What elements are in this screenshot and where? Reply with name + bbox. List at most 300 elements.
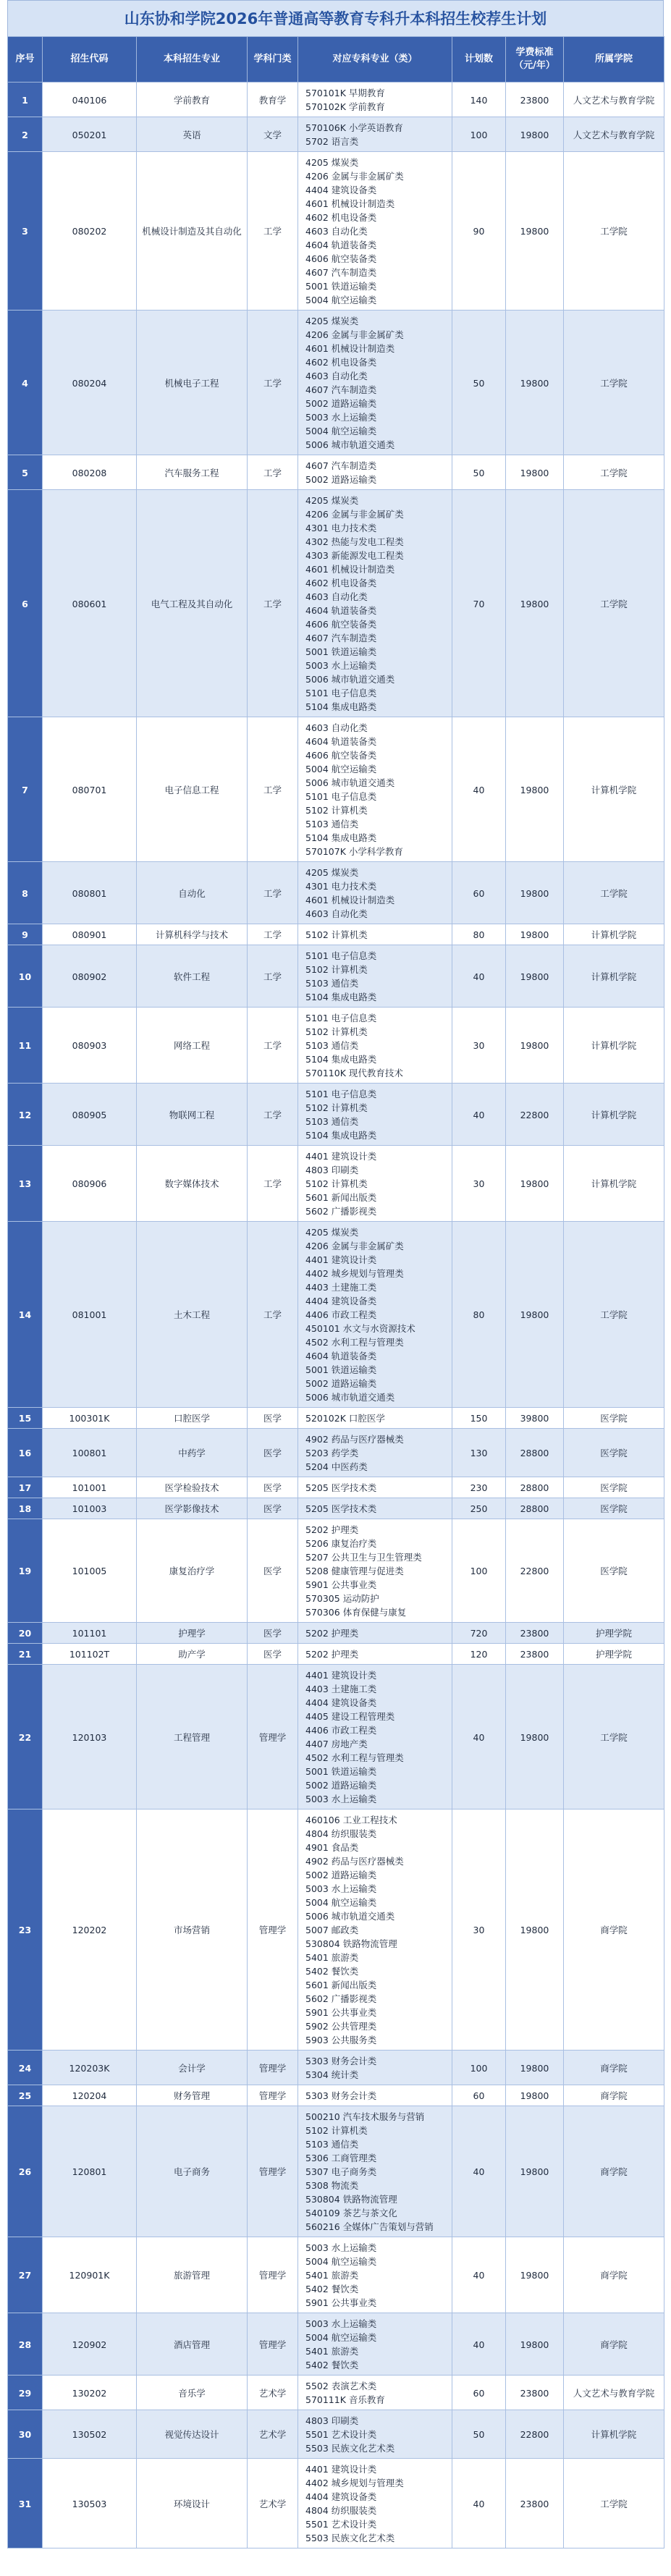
specialty-item: 4401 建筑设计类 [305, 1670, 377, 1681]
row-number-cell: 14 [8, 1222, 43, 1408]
specialty-cell [298, 862, 452, 924]
specialty-item: 5402 餐饮类 [305, 2360, 359, 2370]
specialty-item: 5203 药学类 [305, 1448, 359, 1458]
plan-count-cell: 50 [452, 2410, 506, 2459]
specialty-item: 5304 统计类 [305, 2069, 359, 2080]
table-row [8, 1498, 664, 1519]
plan-count-cell: 40 [452, 2459, 506, 2548]
category-cell: 工学 [248, 311, 298, 455]
specialty-item: 5002 道路运输类 [305, 1378, 377, 1389]
specialty-item: 4606 航空装备类 [305, 750, 377, 761]
header-fee-unit: （元/年） [514, 60, 555, 71]
specialty-item: 5002 道路运输类 [305, 1780, 377, 1791]
college-cell: 计算机学院 [564, 1146, 664, 1222]
specialty-item: 500210 汽车技术服务与营销 [305, 2111, 425, 2122]
enrollment-code-cell: 080903 [43, 1008, 137, 1084]
enrollment-code-cell: 080202 [43, 152, 137, 311]
specialty-item: 4303 新能源发电工程类 [305, 550, 404, 561]
header-major: 本科招生专业 [137, 37, 248, 83]
enrollment-code-cell: 101102T [43, 1644, 137, 1665]
specialty-item: 4804 纺织服装类 [305, 1828, 377, 1839]
specialty-item: 540109 茶艺与茶文化 [305, 2208, 397, 2218]
table-row [8, 717, 664, 862]
enrollment-code-cell: 080601 [43, 490, 137, 717]
row-number-cell: 24 [8, 2051, 43, 2085]
specialty-item: 450101 水文与水资源技术 [305, 1323, 415, 1334]
specialty-item: 4206 金属与非金属矿类 [305, 171, 404, 182]
row-number-cell: 22 [8, 1665, 43, 1809]
major-cell: 酒店管理 [137, 2313, 248, 2376]
enrollment-code-cell: 080901 [43, 924, 137, 945]
specialty-item: 5902 公共管理类 [305, 2021, 377, 2032]
table-row [8, 2106, 664, 2237]
category-cell: 工学 [248, 924, 298, 945]
specialty-item: 4901 食品类 [305, 1842, 359, 1853]
specialty-cell [298, 1477, 452, 1498]
specialty-item: 4603 自动化类 [305, 722, 368, 733]
major-cell: 电气工程及其自动化 [137, 490, 248, 717]
specialty-cell [298, 924, 452, 945]
specialty-item: 5102 计算机类 [305, 1178, 368, 1189]
specialty-cell [298, 1644, 452, 1665]
specialty-item: 4403 土建施工类 [305, 1684, 377, 1694]
college-cell: 工学院 [564, 311, 664, 455]
specialty-item: 5002 道路运输类 [305, 474, 377, 485]
plan-count-cell: 90 [452, 152, 506, 311]
category-cell: 工学 [248, 455, 298, 490]
specialty-item: 570102K 学前教育 [305, 101, 385, 112]
specialty-item: 4402 城乡规划与管理类 [305, 2478, 404, 2488]
enrollment-code-cell: 101005 [43, 1519, 137, 1623]
table-row [8, 1429, 664, 1477]
specialty-item: 5204 中医药类 [305, 1461, 368, 1472]
specialty-item: 4601 机械设计制造类 [305, 564, 395, 575]
plan-count-cell: 40 [452, 2237, 506, 2313]
table-row [8, 1084, 664, 1146]
table-row [8, 1008, 664, 1084]
row-number-cell: 4 [8, 311, 43, 455]
plan-count-cell: 120 [452, 1644, 506, 1665]
tuition-cell: 28800 [506, 1498, 564, 1519]
specialty-item: 5102 计算机类 [305, 929, 368, 940]
specialty-item: 4502 水利工程与管理类 [305, 1337, 404, 1348]
tuition-cell: 22800 [506, 1084, 564, 1146]
admission-plan-sheet [7, 0, 664, 2548]
row-number-cell: 10 [8, 945, 43, 1008]
major-cell: 数字媒体技术 [137, 1146, 248, 1222]
specialty-item: 5202 护理类 [305, 1628, 359, 1639]
enrollment-code-cell: 081001 [43, 1222, 137, 1408]
table-row [8, 455, 664, 490]
table-row [8, 152, 664, 311]
specialty-cell [298, 1408, 452, 1429]
enrollment-code-cell: 100801 [43, 1429, 137, 1477]
college-cell: 医学院 [564, 1429, 664, 1477]
specialty-item: 5104 集成电路类 [305, 1054, 377, 1065]
table-row [8, 1222, 664, 1408]
category-cell: 教育学 [248, 83, 298, 117]
specialty-item: 5503 民族文化艺术类 [305, 2533, 395, 2543]
specialty-cell [298, 945, 452, 1008]
plan-count-cell: 30 [452, 1809, 506, 2051]
category-cell: 管理学 [248, 2085, 298, 2106]
specialty-item: 4404 建筑设备类 [305, 185, 377, 195]
table-row [8, 2085, 664, 2106]
enrollment-code-cell: 080801 [43, 862, 137, 924]
specialty-item: 5101 电子信息类 [305, 791, 377, 802]
specialty-cell [298, 1008, 452, 1084]
plan-count-cell: 60 [452, 862, 506, 924]
category-cell: 工学 [248, 1084, 298, 1146]
specialty-item: 4602 机电设备类 [305, 357, 377, 368]
college-cell: 医学院 [564, 1519, 664, 1623]
row-number-cell: 1 [8, 83, 43, 117]
table-row [8, 1146, 664, 1222]
tuition-cell: 19800 [506, 2237, 564, 2313]
tuition-cell: 23800 [506, 1623, 564, 1644]
major-cell: 汽车服务工程 [137, 455, 248, 490]
specialty-item: 5003 水上运输类 [305, 1883, 377, 1894]
category-cell: 医学 [248, 1519, 298, 1623]
specialty-item: 4301 电力技术类 [305, 523, 377, 533]
plan-count-cell: 40 [452, 1084, 506, 1146]
row-number-cell: 7 [8, 717, 43, 862]
table-row [8, 311, 664, 455]
plan-count-cell: 40 [452, 2313, 506, 2376]
table-row [8, 2237, 664, 2313]
specialty-item: 4603 自动化类 [305, 226, 368, 237]
major-cell: 英语 [137, 117, 248, 152]
specialty-item: 5602 广播影视类 [305, 1993, 377, 2004]
category-cell: 医学 [248, 1408, 298, 1429]
specialty-item: 4902 药品与医疗器械类 [305, 1434, 404, 1445]
major-cell: 计算机科学与技术 [137, 924, 248, 945]
table-row [8, 2313, 664, 2376]
specialty-item: 4401 建筑设计类 [305, 1254, 377, 1265]
tuition-cell: 19800 [506, 945, 564, 1008]
tuition-cell: 23800 [506, 2459, 564, 2548]
major-cell: 旅游管理 [137, 2237, 248, 2313]
tuition-cell: 19800 [506, 2085, 564, 2106]
college-cell: 工学院 [564, 1665, 664, 1809]
specialty-item: 5702 语言类 [305, 136, 359, 147]
category-cell: 工学 [248, 1222, 298, 1408]
specialty-item: 4803 印刷类 [305, 2415, 359, 2426]
specialty-item: 5101 电子信息类 [305, 688, 377, 698]
category-cell: 管理学 [248, 1809, 298, 2051]
college-cell: 人文艺术与教育学院 [564, 83, 664, 117]
specialty-item: 5103 通信类 [305, 2139, 359, 2150]
tuition-cell: 28800 [506, 1429, 564, 1477]
specialty-item: 5103 通信类 [305, 1040, 359, 1051]
specialty-item: 5002 道路运输类 [305, 1870, 377, 1880]
row-number-cell: 29 [8, 2376, 43, 2410]
enrollment-code-cell: 040106 [43, 83, 137, 117]
specialty-item: 570306 体育保健与康复 [305, 1607, 407, 1618]
specialty-item: 4603 自动化类 [305, 371, 368, 381]
category-cell: 管理学 [248, 2313, 298, 2376]
enrollment-code-cell: 130503 [43, 2459, 137, 2548]
major-cell: 医学检验技术 [137, 1477, 248, 1498]
specialty-item: 5503 民族文化艺术类 [305, 2443, 395, 2454]
specialty-cell [298, 1498, 452, 1519]
major-cell: 学前教育 [137, 83, 248, 117]
specialty-item: 5207 公共卫生与卫生管理类 [305, 1552, 422, 1563]
category-cell: 工学 [248, 862, 298, 924]
header-category: 学科门类 [248, 37, 298, 83]
specialty-cell [298, 2051, 452, 2085]
header-code: 招生代码 [43, 37, 137, 83]
tuition-cell: 19800 [506, 311, 564, 455]
college-cell: 商学院 [564, 2085, 664, 2106]
specialty-item: 5006 城市轨道交通类 [305, 1392, 395, 1403]
plan-count-cell: 720 [452, 1623, 506, 1644]
plan-count-cell: 250 [452, 1498, 506, 1519]
plan-count-cell: 40 [452, 945, 506, 1008]
tuition-cell: 19800 [506, 152, 564, 311]
specialty-item: 5303 财务会计类 [305, 2056, 377, 2066]
category-cell: 医学 [248, 1623, 298, 1644]
row-number-cell: 9 [8, 924, 43, 945]
table-row [8, 1408, 664, 1429]
specialty-item: 5004 航空运输类 [305, 2256, 377, 2267]
specialty-item: 570305 运动防护 [305, 1593, 379, 1604]
college-cell: 工学院 [564, 2459, 664, 2548]
tuition-cell: 19800 [506, 2313, 564, 2376]
college-cell: 计算机学院 [564, 1084, 664, 1146]
table-row [8, 1519, 664, 1623]
specialty-item: 4606 航空装备类 [305, 619, 377, 630]
specialty-item: 5202 护理类 [305, 1649, 359, 1660]
major-cell: 财务管理 [137, 2085, 248, 2106]
plan-count-cell: 40 [452, 2106, 506, 2237]
row-number-cell: 5 [8, 455, 43, 490]
specialty-cell [298, 1084, 452, 1146]
specialty-item: 5104 集成电路类 [305, 701, 377, 712]
specialty-cell [298, 1146, 452, 1222]
specialty-cell [298, 152, 452, 311]
specialty-item: 5307 电子商务类 [305, 2166, 377, 2177]
college-cell: 计算机学院 [564, 2410, 664, 2459]
category-cell: 工学 [248, 945, 298, 1008]
row-number-cell: 12 [8, 1084, 43, 1146]
plan-count-cell: 40 [452, 717, 506, 862]
table-row [8, 2459, 664, 2548]
enrollment-code-cell: 080902 [43, 945, 137, 1008]
enrollment-code-cell: 120901K [43, 2237, 137, 2313]
category-cell: 管理学 [248, 2051, 298, 2085]
table-row [8, 490, 664, 717]
specialty-item: 4603 自动化类 [305, 908, 368, 919]
tuition-cell: 22800 [506, 2410, 564, 2459]
specialty-item: 4205 煤炭类 [305, 1227, 359, 1238]
specialty-item: 5205 医学技术类 [305, 1482, 377, 1493]
specialty-item: 5206 康复治疗类 [305, 1538, 377, 1549]
major-cell: 康复治疗学 [137, 1519, 248, 1623]
specialty-item: 4206 金属与非金属矿类 [305, 509, 404, 520]
major-cell: 医学影像技术 [137, 1498, 248, 1519]
enrollment-code-cell: 080905 [43, 1084, 137, 1146]
enrollment-code-cell: 101003 [43, 1498, 137, 1519]
category-cell: 医学 [248, 1477, 298, 1498]
specialty-item: 5006 城市轨道交通类 [305, 674, 395, 685]
specialty-cell [298, 717, 452, 862]
category-cell: 管理学 [248, 1665, 298, 1809]
specialty-item: 5002 道路运输类 [305, 398, 377, 409]
specialty-item: 570111K 音乐教育 [305, 2394, 385, 2405]
specialty-item: 4607 汽车制造类 [305, 384, 377, 395]
college-cell: 医学院 [564, 1477, 664, 1498]
tuition-cell: 19800 [506, 1809, 564, 2051]
table-row [8, 862, 664, 924]
tuition-cell: 22800 [506, 1519, 564, 1623]
category-cell: 工学 [248, 717, 298, 862]
category-cell: 医学 [248, 1429, 298, 1477]
plan-count-cell: 80 [452, 924, 506, 945]
enrollment-code-cell: 100301K [43, 1408, 137, 1429]
table-header [8, 37, 664, 83]
category-cell: 管理学 [248, 2106, 298, 2237]
specialty-item: 4601 机械设计制造类 [305, 198, 395, 209]
college-cell: 医学院 [564, 1408, 664, 1429]
college-cell: 商学院 [564, 2106, 664, 2237]
major-cell: 电子商务 [137, 2106, 248, 2237]
specialty-cell [298, 1809, 452, 2051]
specialty-item: 4401 建筑设计类 [305, 2464, 377, 2475]
major-cell: 助产学 [137, 1644, 248, 1665]
row-number-cell: 2 [8, 117, 43, 152]
specialty-item: 5006 城市轨道交通类 [305, 777, 395, 788]
college-cell: 护理学院 [564, 1623, 664, 1644]
enrollment-code-cell: 080204 [43, 311, 137, 455]
specialty-item: 4403 土建施工类 [305, 1282, 377, 1293]
specialty-cell [298, 1665, 452, 1809]
specialty-item: 4206 金属与非金属矿类 [305, 1241, 404, 1251]
college-cell: 人文艺术与教育学院 [564, 117, 664, 152]
row-number-cell: 30 [8, 2410, 43, 2459]
major-cell: 工程管理 [137, 1665, 248, 1809]
plan-count-cell: 70 [452, 490, 506, 717]
header-fee [506, 37, 564, 83]
table-row [8, 1644, 664, 1665]
specialty-item: 5308 物流类 [305, 2180, 359, 2191]
row-number-cell: 18 [8, 1498, 43, 1519]
specialty-item: 5104 集成电路类 [305, 992, 377, 1002]
specialty-item: 4601 机械设计制造类 [305, 895, 395, 905]
specialty-item: 5004 航空运输类 [305, 2332, 377, 2343]
specialty-item: 5003 水上运输类 [305, 1794, 377, 1804]
plan-count-cell: 60 [452, 2085, 506, 2106]
college-cell: 工学院 [564, 455, 664, 490]
specialty-item: 4406 市政工程类 [305, 1725, 377, 1736]
specialty-cell [298, 1222, 452, 1408]
specialty-item: 5102 计算机类 [305, 805, 368, 816]
specialty-item: 4205 煤炭类 [305, 316, 359, 326]
specialty-item: 4804 纺织服装类 [305, 2505, 377, 2516]
row-number-cell: 6 [8, 490, 43, 717]
specialty-item: 4206 金属与非金属矿类 [305, 329, 404, 340]
specialty-item: 5003 水上运输类 [305, 660, 377, 671]
table-row [8, 924, 664, 945]
category-cell: 文学 [248, 117, 298, 152]
tuition-cell: 39800 [506, 1408, 564, 1429]
tuition-cell: 19800 [506, 862, 564, 924]
row-number-cell: 11 [8, 1008, 43, 1084]
specialty-item: 5901 公共事业类 [305, 2007, 377, 2018]
specialty-item: 5003 水上运输类 [305, 2242, 377, 2253]
specialty-item: 4603 自动化类 [305, 591, 368, 602]
college-cell: 工学院 [564, 1222, 664, 1408]
category-cell: 工学 [248, 152, 298, 311]
specialty-item: 570110K 现代教育技术 [305, 1068, 403, 1078]
specialty-item: 5401 旅游类 [305, 2346, 359, 2357]
plan-count-cell: 100 [452, 117, 506, 152]
plan-count-cell: 50 [452, 455, 506, 490]
specialty-item: 5101 电子信息类 [305, 1013, 377, 1023]
specialty-item: 5001 铁道运输类 [305, 1766, 377, 1777]
specialty-item: 5003 水上运输类 [305, 412, 377, 423]
tuition-cell: 19800 [506, 490, 564, 717]
specialty-item: 4607 汽车制造类 [305, 460, 377, 471]
enrollment-code-cell: 101001 [43, 1477, 137, 1498]
plan-count-cell: 150 [452, 1408, 506, 1429]
college-cell: 商学院 [564, 2237, 664, 2313]
row-number-cell: 26 [8, 2106, 43, 2237]
specialty-item: 4902 药品与医疗器械类 [305, 1856, 404, 1867]
specialty-item: 5004 航空运输类 [305, 295, 377, 305]
major-cell: 会计学 [137, 2051, 248, 2085]
tuition-cell: 19800 [506, 924, 564, 945]
specialty-item: 5004 航空运输类 [305, 426, 377, 436]
table-row [8, 945, 664, 1008]
plan-count-cell: 130 [452, 1429, 506, 1477]
tuition-cell: 23800 [506, 1644, 564, 1665]
major-cell: 网络工程 [137, 1008, 248, 1084]
college-cell: 人文艺术与教育学院 [564, 2376, 664, 2410]
row-number-cell: 17 [8, 1477, 43, 1498]
specialty-item: 5401 旅游类 [305, 2270, 359, 2281]
tuition-cell: 23800 [506, 83, 564, 117]
college-cell: 计算机学院 [564, 1008, 664, 1084]
category-cell: 工学 [248, 1146, 298, 1222]
specialty-item: 4407 房地产类 [305, 1739, 368, 1749]
specialty-item: 5001 铁道运输类 [305, 646, 377, 657]
plan-count-cell: 230 [452, 1477, 506, 1498]
row-number-cell: 15 [8, 1408, 43, 1429]
specialty-cell [298, 455, 452, 490]
specialty-item: 5602 广播影视类 [305, 1206, 377, 1217]
enrollment-code-cell: 120204 [43, 2085, 137, 2106]
specialty-cell [298, 2410, 452, 2459]
specialty-item: 4404 建筑设备类 [305, 1697, 377, 1708]
row-number-cell: 28 [8, 2313, 43, 2376]
row-number-cell: 16 [8, 1429, 43, 1477]
specialty-cell [298, 311, 452, 455]
specialty-item: 5104 集成电路类 [305, 832, 377, 843]
enrollment-code-cell: 130502 [43, 2410, 137, 2459]
specialty-item: 5103 通信类 [305, 819, 359, 829]
tuition-cell: 19800 [506, 2106, 564, 2237]
row-number-cell: 25 [8, 2085, 43, 2106]
specialty-cell [298, 83, 452, 117]
specialty-item: 4502 水利工程与管理类 [305, 1752, 404, 1763]
category-cell: 工学 [248, 1008, 298, 1084]
specialty-item: 530804 铁路物流管理 [305, 1938, 397, 1949]
plan-count-cell: 100 [452, 2051, 506, 2085]
specialty-item: 5003 水上运输类 [305, 2318, 377, 2329]
tuition-cell: 28800 [506, 1477, 564, 1498]
college-cell: 护理学院 [564, 1644, 664, 1665]
